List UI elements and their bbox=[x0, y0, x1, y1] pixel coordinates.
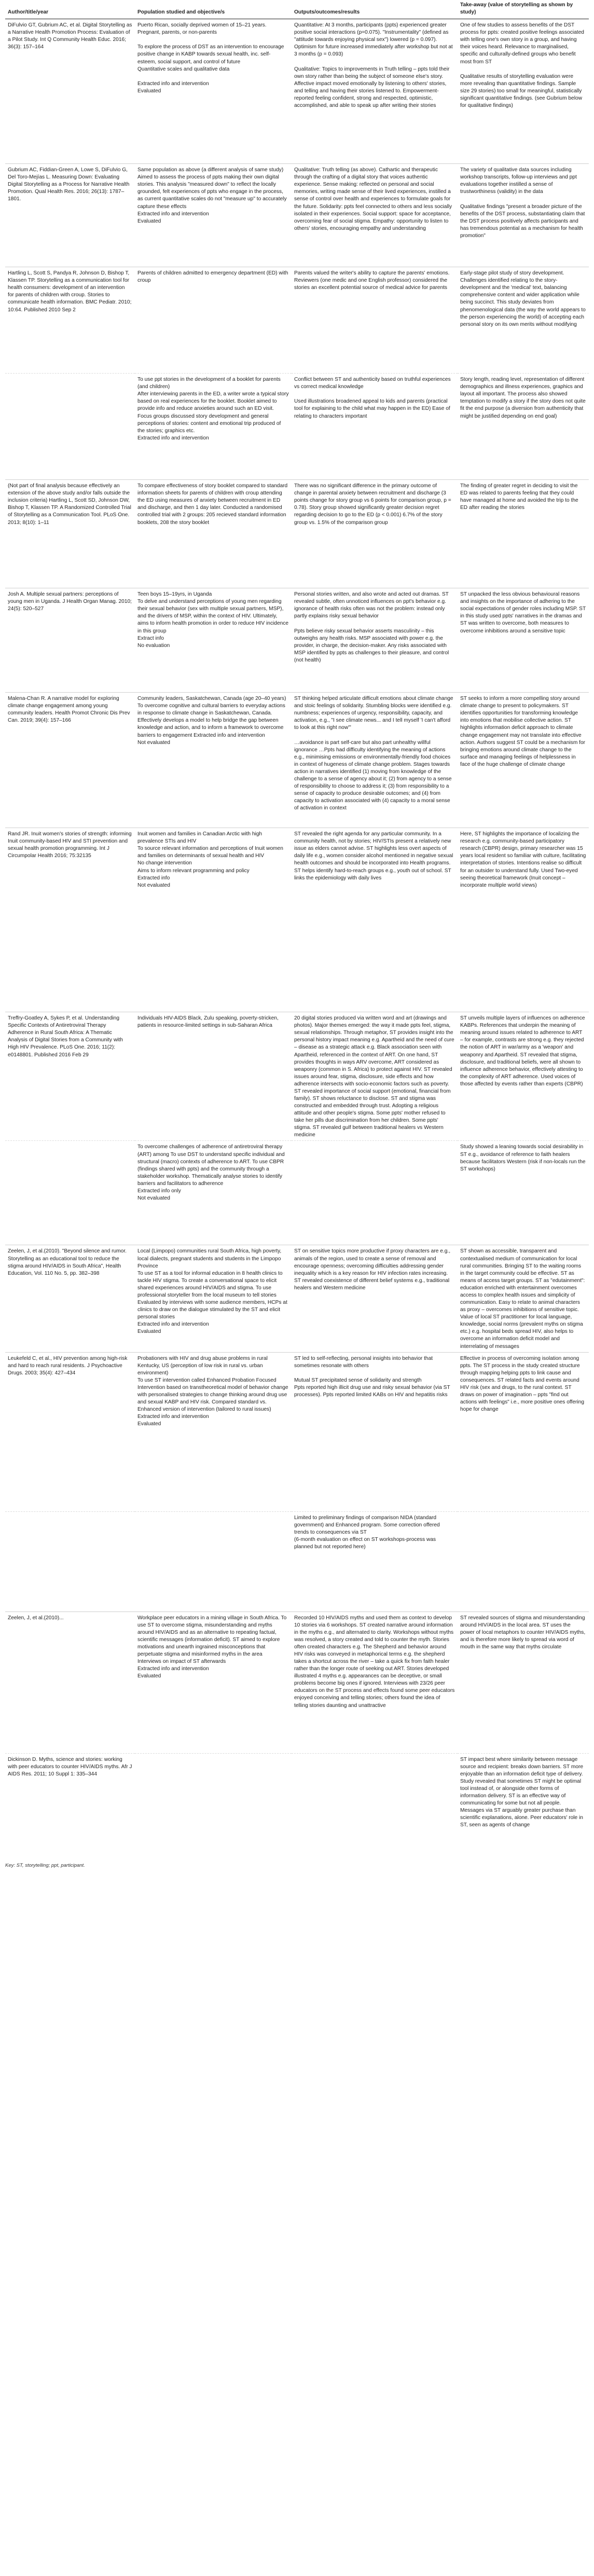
cell-population: Local (Limpopo) communities rural South Africa, high poverty, local dialects, pregnant students and students in the Limpopo Province To use ST as a tool for informal education in 8 health clinics to tackle HIV stigma. To create a conversational space to elicit shared experiences around HIV/AIDS and stigma. To use professional storyteller from the local museum to tell stories Evaluated by interviews with some audience members, HCPs at clinics to draw on the dialogue stimulated by the ST and elicit personal stories Extracted info and intervention Evaluated bbox=[135, 1245, 292, 1352]
cell-population: Puerto Rican, socially deprived women of 15–21 years. Pregnant, parents, or non-parents To explore the process of DST as an intervention to encourage positive change in KABP towards sexual health, inc. self-esteem, social support, and control of future Quantitative scales and qualitative data Extracted info and intervention Evaluated bbox=[135, 19, 292, 164]
cell-takeaway: ST revealed sources of stigma and misunderstanding around HIV/AIDS in the local area. ST uses the power of local metaphors to counter HIV/AIDS myths, and is therefore more likely to spread via word of mouth in the same way that myths circulate bbox=[458, 1611, 589, 1753]
table-footnote: Key: ST, storytelling; ppt, participant. bbox=[5, 1862, 85, 1868]
cell-takeaway: Effective in process of overcoming isolation among ppts. The ST process in the study created structure through mapping helping ppts to link cause and consequences. ST related facts and events around HIV risk (sex and drugs, to the rural context. ST draws on power of imagination – ppts "find out actions with feelings" i.e., more positive ones offering hope for change bbox=[458, 1352, 589, 1511]
cell-outputs: ST thinking helped articulate difficult emotions about climate change and stoic feelings of solidarity. Stumbling blocks were identified e.g. numbness; experiences of urgency, responsibility, capacity, and activation, e.g., "I see climate news... and I tell myself 'I can't afford to look at this right now'" …avoidance is part self-care but also part unhealthy willful ignorance …Ppts had difficulty identifying the meaning of actions e.g., minimising emissions or environmentally-friendly food choices in context of hugeness of climate change problem. Stages towards action in narratives identified (1) moving from knowledge of the challenge to a sense of agency about it; (2) from agency to a sense of responsibility to choose to address it; (3) from responsibility to a sense of capacity to produce desirable outcomes; and (4) from capacity to activation associated with (4) capacity to a moral sense of activation in context bbox=[292, 693, 458, 828]
table-row bbox=[5, 1611, 589, 1753]
cell-takeaway: ST unveils multiple layers of influences on adherence KABPs. References that underpin the meaning of meaning around issues related to adherence to ART – for example, contrasts are strong e.g. they rejected the notion of ART in war/army as a 'weapon' and weaponry and Apartheid. ST revealed that stigma, disclosure, and traditional beliefs, were all shown to influence adherence behavior, effectively attesting to the complexity of ART adherence. Used voices of those affected by events rather than experts (CBPR) bbox=[458, 1012, 589, 1141]
cell-outputs: ST revealed the right agenda for any particular community. In a community health, not by stories; HIV/STIs present a relatively new issue as elders cannot advise. ST highlights less overt aspects of daily life e.g., women consider alcohol mentioned in negative sexual health outcomes and should be incorporated into Health programs. ST helps identify hard-to-reach groups e.g., youth out of school. ST links the epidemiology with daily lives bbox=[292, 828, 458, 1012]
table-row bbox=[5, 267, 589, 374]
header-outputs: Outputs/outcomes/results bbox=[292, 0, 458, 19]
cell-population: Same population as above (a different analysis of same study) Aimed to assess the process of ppts making their own digital stories. This analysis "measured down" to reflect the locally grounded, felt experiences of ppts who engage in the process, as current quantitative scales do not "measure up" to accurately capture these effects Extracted info and intervention Evaluated bbox=[135, 164, 292, 267]
table-row bbox=[5, 1141, 589, 1245]
cell-takeaway: One of few studies to assess benefits of the DST process for ppts: created positive feelings associated with telling one's own story in a group, and having their voices heard. Relevance to marginalised, specific and culturally-defined groups who benefit most from ST Qualitative results of storytelling evaluation were more revealing than quantitative findings. Sample size 29 stories) too small for meaningful, statistically significant quantitative findings. (see Gubrium below for qualitative findings) bbox=[458, 19, 589, 164]
cell-population bbox=[135, 1511, 292, 1611]
cell-author: Treffry-Goatley A, Sykes P, et al. Understanding Specific Contexts of Antiretroviral Therapy Adherence in Rural South Africa: A Thematic Analysis of Digital Stories from a Community with High HIV Prevalence. PLoS One. 2016; 11(2): e0148801. Published 2016 Feb 29 bbox=[5, 1012, 135, 1141]
table-row bbox=[5, 164, 589, 267]
cell-takeaway: ST unpacked the less obvious behavioural reasons and insights on the importance of adhering to the social expectations of gender roles including MSP. ST in this study used ppts' narratives in the dramas and ST was written to overcome, both measures to overcome inhibitions around a sensitive topic bbox=[458, 588, 589, 693]
table-header-row bbox=[5, 0, 589, 19]
cell-outputs: There was no significant difference in the primary outcome of change in parental anxiety between recruitment and discharge (3 points change for story group vs 6 points for comparison group, p = 0.78). Story group showed significantly greater decision regret regarding decision to go to the ED (p < 0.001) 6.7% of the story group vs. 1.5% of the comparison group bbox=[292, 480, 458, 588]
cell-author: Zeelen, J, et al.(2010). "Beyond silence and rumor. Storytelling as an educational tool to reduce the stigma around HIV/AIDS in South Africa", Health Education, Vol. 110 No. 5, pp. 382–398 bbox=[5, 1245, 135, 1352]
cell-outputs: Personal stories written, and also wrote and acted out dramas. ST revealed subtle, often unnoticed influences on ppt's behavior e.g. ignorance of health risks often was not the problem: instead only partly explains risky sexual behavior Ppts believe risky sexual behavior asserts masculinity – this outweighs any health risks. MSP associated with power e.g. the provider, in charge, the decision-maker. Any risks associated with MSP identified by ppts as challenges to their pleasure, and control (not health) bbox=[292, 588, 458, 693]
cell-author bbox=[5, 1141, 135, 1245]
cell-outputs bbox=[292, 1141, 458, 1245]
table-row bbox=[5, 374, 589, 480]
table-row bbox=[5, 693, 589, 828]
cell-author: Dickinson D. Myths, science and stories: working with peer educators to counter HIV/AIDS myths. Afr J AIDS Res. 2011; 10 Suppl 1: 335–344 bbox=[5, 1753, 135, 1853]
cell-takeaway: ST impact best where similarity between message source and recipient: breaks down barriers. ST more enjoyable than an information deficit type of delivery. Study revealed that sometimes ST might be optimal tool instead of, or alongside other forms of information delivery. ST is an effective way of communicating for some but not all people. Messages via ST arguably greater purchase than scientific explanations, alone. Peer educators' role in ST, seen as agents of change bbox=[458, 1753, 589, 1853]
cell-outputs: Recorded 10 HIV/AIDS myths and used them as context to develop 10 stories via 6 workshops. ST created narrative around information in the myths e.g., and alternated to clarity. Workshops without myths was resolved, a story created and told to counter the myth. Stories often created characters e.g. The Shepherd and behavior around HIV risks was conveyed in metaphorical terms e.g. the shepherd takes a shortcut across the river – take a quick fix from faith healer rather than the longer route of seeking out ART. Stories developed illustrated 4 myths e.g. appearances can be deceptive, or small problems become big ones if ignored. Interviews with 23/26 peer educators on the ST process and effects found some peer educators enjoyed conceiving and telling stories; others found the idea of telling stories daunting and unattractive bbox=[292, 1611, 458, 1753]
cell-outputs: ST led to self-reflecting, personal insights into behavior that sometimes resonate with others Mutual ST precipitated sense of solidarity and strength Ppts reported high illicit drug use and risky sexual behavior (via ST processes). Ppts reported limited KABs on HIV and hepatitis risks bbox=[292, 1352, 458, 1511]
evidence-table bbox=[5, 0, 589, 1853]
cell-population: Probationers with HIV and drug abuse problems in rural Kentucky, US (perception of low risk in rural vs. urban environment) To use ST intervention called Enhanced Probation Focused Intervention based on transtheoretical model of behavior change with personalised strategies to change thinking around drug use and sexual KABP and HIV risk. Compared standard vs. Enhanced version of intervention (tailored to rural issues) Extracted info and intervention Evaluated bbox=[135, 1352, 292, 1511]
cell-takeaway bbox=[458, 1511, 589, 1611]
cell-author: Leukefeld C, et al., HIV prevention among high-risk and hard to reach rural residents. J Psychoactive Drugs. 2003; 35(4): 427–434 bbox=[5, 1352, 135, 1511]
cell-population: Inuit women and families in Canadian Arctic with high prevalence STIs and HIV To source relevant information and perceptions of Inuit women and families on determinants of sexual health and HIV No change intervention Aims to inform relevant programming and policy Extracted info Not evaluated bbox=[135, 828, 292, 1012]
cell-outputs bbox=[292, 1753, 458, 1853]
table-row bbox=[5, 480, 589, 588]
cell-takeaway: ST shown as accessible, transparent and contextualised medium of communication for local rural communities. Bringing ST to the waiting rooms in the target community could be effective. ST as means of access target groups. ST as "edutainment": education enriched with entertainment overcomes access to complex health issues and simplicity of communication. Easy to relate to animal characters as proxy – overcomes inhibitions of sensitive topic. Value of local ST practitioner for local language, knowledge, social norms (prevalent myths on stigma etc.) e.g. hospital beds spread HIV, also helps to overcome an information deficit model and interrelating of messages bbox=[458, 1245, 589, 1352]
cell-takeaway: ST seeks to inform a more compelling story around climate change to present to policymakers. ST identifies opportunities for transforming knowledge into emotions that mobilise collective action. ST highlights information deficit approach to climate change engagement may not translate into effective action. Authors suggest ST could be a mechanism for bringing emotions around climate change to the surface and managing feelings of helplessness in face of the huge challenge of climate change bbox=[458, 693, 589, 828]
table-row bbox=[5, 1245, 589, 1352]
cell-takeaway: Study showed a leaning towards social desirability in ST e.g., avoidance of reference to faith healers because facilitators Western (risk if non-locals run the ST workshops) bbox=[458, 1141, 589, 1245]
cell-author: Rand JR. Inuit women's stories of strength: informing Inuit community-based HIV and STI prevention and sexual health promotion programming. Int J Circumpolar Health 2016; 75:32135 bbox=[5, 828, 135, 1012]
cell-population: To overcome challenges of adherence of antiretroviral therapy (ART) among To use DST to understand specific individual and structural (macro) contexts of adherence to ART. To use CBPR (findings shared with ppts) and the community through a stakeholder workshop. Thematically analyse stories to identify barriers and facilitators to adherence Extracted info only Not evaluated bbox=[135, 1141, 292, 1245]
cell-takeaway: Story length, reading level, representation of different demographics and illness experiences, graphics and layout all important. The process also showed temptation to modify a story if the story does not quite fit the end purpose (a diversion from authenticity that might be justified depending on end goal) bbox=[458, 374, 589, 480]
cell-population: Workplace peer educators in a mining village in South Africa. To use ST to overcome stigma, misunderstanding and myths around HIV/AIDS and as an alternative to repeating factual, scientific messages (information deficit). ST aimed to explore motivations and unearth ingrained misconceptions that perpetuate stigma and misinformed myths in the area Interviews on impact of ST afterwards Extracted info and intervention Evaluated bbox=[135, 1611, 292, 1753]
cell-outputs: Parents valued the writer's ability to capture the parents' emotions. Reviewers (one medic and one English professor) considered the stories an excellent potential source of medical advice for parents bbox=[292, 267, 458, 374]
table-row bbox=[5, 1012, 589, 1141]
table-row bbox=[5, 19, 589, 164]
header-author: Author/title/year bbox=[5, 0, 135, 19]
table-row bbox=[5, 588, 589, 693]
cell-population: To compare effectiveness of story booklet compared to standard information sheets for parents of children with croup attending the ED using measures of anxiety between recruitment in ED and discharge, and then 1 day later. Conducted a randomised controlled trial with 2 groups: 205 recieved standard information booklets, 208 the story booklet bbox=[135, 480, 292, 588]
cell-takeaway: Early-stage pilot study of story development. Challenges identified relating to the story-development and the 'medical' text, balancing comprehensive content and wider application while being succinct. This study deviates from phenomenological data (the way the world appears to the person experiencing the world) of accepting each personal story on its own merits without modifying bbox=[458, 267, 589, 374]
table-row bbox=[5, 1753, 589, 1853]
cell-population: To use ppt stories in the development of a booklet for parents (and children) After interviewing parents in the ED, a writer wrote a typical story based on real experiences for the booklet. Booklet aimed to provide info and reduce anxieties around such an ED visit. Focus groups discussed story development and general perceptions of stories: content and emotional trip produced of the stories; graphics etc. Extracted info and intervention bbox=[135, 374, 292, 480]
table-row bbox=[5, 1511, 589, 1611]
cell-author: (Not part of final analysis because effectively an extension of the above study and/or falls outside the inclusion criteria) Hartling L, Scott SD, Johnson DW, Bishop T, Klassen TP. A Randomized Controlled Trial of Storytelling as a Communication Tool. PLoS One. 2013; 8(10): 1–11 bbox=[5, 480, 135, 588]
cell-takeaway: The finding of greater regret in deciding to visit the ED was related to parents feeling that they could have managed at home and avoided the trip to the ED after reading the stories bbox=[458, 480, 589, 588]
cell-author: Zeelen, J, et al.(2010)... bbox=[5, 1611, 135, 1753]
cell-takeaway: The variety of qualitative data sources including workshop transcripts, follow-up interviews and ppt evaluations together instilled a sense of trustworthiness (validity) in the data Qualitative findings "present a broader picture of the benefits of the DST process, substantiating claim that the DST process positively affects participants and has tremendous potential as a mechanism for health promotion" bbox=[458, 164, 589, 267]
cell-author bbox=[5, 374, 135, 480]
cell-author: Josh A. Multiple sexual partners: perceptions of young men in Uganda. J Health Organ Manag. 2010; 24(5): 520–527 bbox=[5, 588, 135, 693]
cell-population: Teen boys 15–19yrs, in Uganda To delve and understand perceptions of young men regarding their sexual behavior (sex with multiple sexual partners, MSP), and the drivers of MSP, within the context of HIV. Ultimately, aims to inform health promotion in order to reduce HIV incidence in this group Extract info No evaluation bbox=[135, 588, 292, 693]
cell-author bbox=[5, 1511, 135, 1611]
cell-population bbox=[135, 1753, 292, 1853]
table-row bbox=[5, 1352, 589, 1511]
header-population: Population studied and objective/s bbox=[135, 0, 292, 19]
cell-author: Malena-Chan R. A narrative model for exploring climate change engagement among young community leaders. Health Promot Chronic Dis Prev Can. 2019; 39(4): 157–166 bbox=[5, 693, 135, 828]
header-takeaway: Take-away (value of storytelling as shown by study) bbox=[458, 0, 589, 19]
cell-author: DiFulvio GT, Gubrium AC, et al. Digital Storytelling as a Narrative Health Promotion Process: Evaluation of a Pilot Study. Int Q Community Health Educ. 2016; 36(3): 157–164 bbox=[5, 19, 135, 164]
cell-population: Community leaders, Saskatchewan, Canada (age 20–40 years) To overcome cognitive and cultural barriers to everyday actions in response to climate change in Saskatchewan, Canada. Effectively develops a model to help bridge the gap between knowledge and action, and to inform a framework to overcome barriers to engagement Extracted info and intervention Not evaluated bbox=[135, 693, 292, 828]
cell-outputs: Limited to preliminary findings of comparison NIDA (standard government) and Enhanced program. Some correction offered trends to consequences via ST (6-month evaluation on effect on ST workshops-process was planned but not reported here) bbox=[292, 1511, 458, 1611]
cell-takeaway: Here, ST highlights the importance of localizing the research e.g. community-based participatory research (CBPR) design, primary researcher was 15 years local resident so familiar with culture, facilitating interpretation of stories. Intentions realise so difficult for an outsider to understand fully. Used Two-eyed seeing theoretical framework (Inuit concept – incorporate multiple world views) bbox=[458, 828, 589, 1012]
cell-outputs: Qualitative: Truth telling (as above). Cathartic and therapeutic through the crafting of a digital story that voices authentic experience. Sense making: reflected on personal and social memories, writing made sense of their lived experiences, instilled a sense of control over health and experiences to formulate goals for the future. Solidarity: ppts feel connected to others and less socially isolated in their experiences. Social support: space for acceptance, overcoming fear of social stigma. Empathy: opportunity to listen to others' stories, encouraging empathy and understanding bbox=[292, 164, 458, 267]
cell-population: Parents of children admitted to emergency department (ED) with croup bbox=[135, 267, 292, 374]
cell-population: Individuals HIV-AIDS Black, Zulu speaking, poverty-stricken, patients in resource-limited settings in sub-Saharan Africa bbox=[135, 1012, 292, 1141]
cell-author: Hartling L, Scott S, Pandya R, Johnson D, Bishop T, Klassen TP. Storytelling as a communication tool for health consumers: development of an intervention for parents of children with croup. Stories to communicate health information. BMC Pediatr. 2010; 10:64. Published 2010 Sep 2 bbox=[5, 267, 135, 374]
cell-outputs: Quantitative: At 3 months, participants (ppts) experienced greater positive social interactions (p=0.075). "Instrumentality" (defined as "attitude towards enjoying physical sex") lowered (p = 0.097). Optimism for future increased immediately after workshop but not at 3 months (p = 0.093) Qualitative: Topics to improvements in Truth telling – ppts told their own story rather than being the subject of someone else's story. Affective impact moved emotionally by listening to others' stories, and telling and having their stories listened to. Empowerment- reported feeling confident, strong and respected, optimistic, accomplished, and able to speak up after writing their stories bbox=[292, 19, 458, 164]
cell-author: Gubrium AC, Fiddian-Green A, Lowe S, DiFulvio G, Del Toro-Mejías L. Measuring Down: Evaluating Digital Storytelling as a Process for Narrative Health Promotion. Qual Health Res. 2016; 26(13): 1787–1801. bbox=[5, 164, 135, 267]
cell-outputs: 20 digital stories produced via written word and art (drawings and photos). Major themes emerged: the way it made ppts feel, stigma, sexual relationships. Through metaphor, ST provides insight into the personal history impact meaning e.g. Apartheid and the need of cure – disease as a strategic attack e.g. Black association seen with Apartheid, referenced in the context of ART. On one hand, ST provides thoughts in ways ARV overcome, ART considered as weaponry (common in S. Africa) to protect against HIV. ST revealed issues around fear, stigma, disclosure, side effects and how adherence intersects with socio-economic factors such as poverty. ST revealed importance of social support (emotional, financial from family). ST shows reluctance to disclose. ST and stigma was constructed and embedded through trust. Adopting a religious attitude and other people's stigma. Some ppts' mother refused to take her pills due discrimination from her children. Some ppts' stigma. ST revealed gulf between traditional healers vs Western medicine bbox=[292, 1012, 458, 1141]
table-row bbox=[5, 828, 589, 1012]
review-table-page bbox=[5, 0, 589, 1868]
cell-outputs: Conflict between ST and authenticity based on truthful experiences vs correct medical knowledge Used illustrations broadened appeal to kids and parents (practical tool for explaining to the child what may happen in the ED) Ease of relating to characters important bbox=[292, 374, 458, 480]
cell-outputs: ST on sensitive topics more productive if proxy characters are e.g., animals of the region, used to create a sense of removal and encourage openness; overcoming difficulties addressing gender inequality which is a key reason for HIV infection rates increasing. ST revealed coexistence of different belief systems e.g., traditional healers and Western medicine bbox=[292, 1245, 458, 1352]
